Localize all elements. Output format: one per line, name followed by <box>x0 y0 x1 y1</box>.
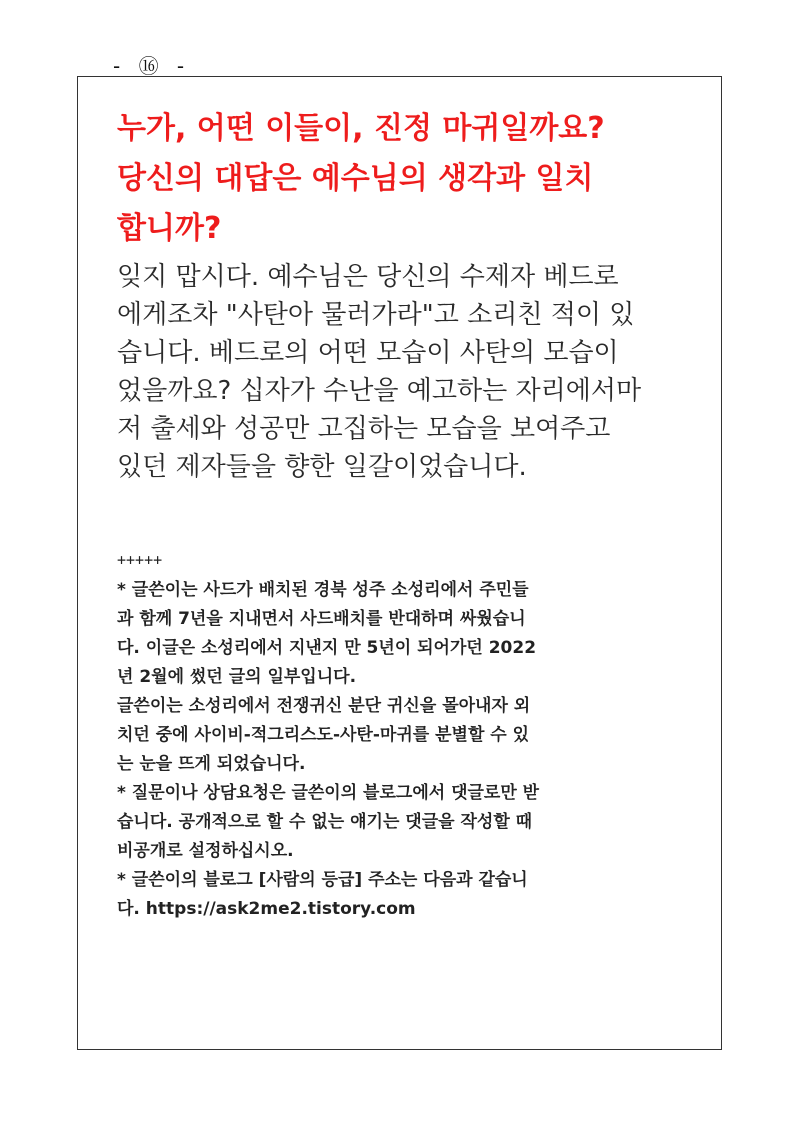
note-line: 글쓴이는 소성리에서 전쟁귀신 분단 귀신을 몰아내자 외 <box>117 696 531 716</box>
page-number: - ⑯ - <box>113 54 191 78</box>
author-notes <box>117 576 690 924</box>
body-line: 었을까요? 십자가 수난을 예고하는 자리에서마 <box>117 376 642 406</box>
note-line: * 질문이나 상담요청은 글쓴이의 블로그에서 댓글로만 받 <box>117 783 540 803</box>
note-line: * 글쓴이의 블로그 [사람의 등급] 주소는 다음과 같습니 <box>117 870 528 890</box>
note-line: 년 2월에 썼던 글의 일부입니다. <box>117 667 357 687</box>
heading-line: 당신의 대답은 예수님의 생각과 일치 <box>117 161 594 196</box>
blog-url-line: 다. https://ask2me2.tistory.com <box>117 899 416 919</box>
note-line: 과 함께 7년을 지내면서 사드배치를 반대하며 싸웠습니 <box>117 609 526 629</box>
heading-line: 누가, 어떤 이들이, 진정 마귀일까요? <box>117 111 605 146</box>
note-line: 습니다. 공개적으로 할 수 없는 얘기는 댓글을 작성할 때 <box>117 812 533 832</box>
note-line: 치던 중에 사이비-적그리스도-사탄-마귀를 분별할 수 있 <box>117 725 530 745</box>
body-line: 에게조차 "사탄아 물러가라"고 소리친 적이 있 <box>117 300 635 330</box>
body-line: 있던 제자들을 향한 일갈이었습니다. <box>117 452 527 482</box>
note-line: 는 눈을 뜨게 되었습니다. <box>117 754 306 774</box>
body-line: 저 출세와 성공만 고집하는 모습을 보여주고 <box>117 414 611 444</box>
body-paragraph <box>117 258 690 486</box>
note-line: * 글쓴이는 사드가 배치된 경북 성주 소성리에서 주민들 <box>117 580 529 600</box>
note-line: 다. 이글은 소성리에서 지낸지 만 5년이 되어가던 2022 <box>117 638 537 658</box>
section-separator: +++++ <box>117 551 163 569</box>
body-line: 습니다. 베드로의 어떤 모습이 사탄의 모습이 <box>117 338 619 368</box>
note-line: 비공개로 설정하십시오. <box>117 841 294 861</box>
page-content <box>117 104 690 924</box>
question-heading <box>117 104 690 254</box>
body-line: 잊지 맙시다. 예수님은 당신의 수제자 베드로 <box>117 262 619 292</box>
heading-line: 합니까? <box>117 211 222 246</box>
